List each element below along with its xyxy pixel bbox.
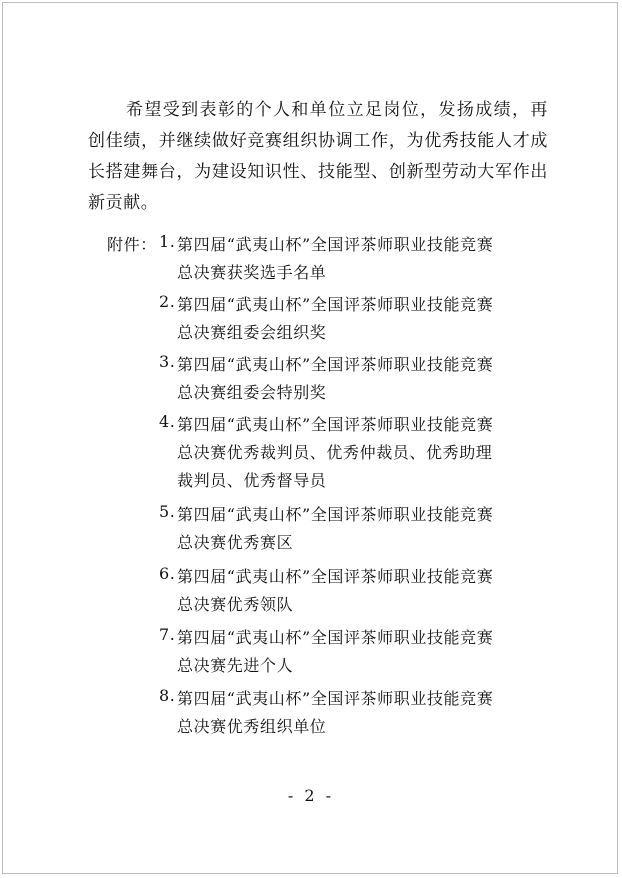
attachment-title-line: 总决赛组委会组织奖 (177, 323, 327, 342)
attachment-title-line: 总决赛优秀赛区 (177, 533, 294, 552)
attachment-title-line: 总决赛优秀组织单位 (177, 717, 327, 736)
attachment-label: 附件： (107, 235, 157, 254)
attachment-number: 3. (159, 352, 176, 371)
page-number: - 2 - (287, 786, 335, 805)
attachment-number: 6. (159, 564, 176, 583)
attachment-number: 4. (159, 412, 176, 431)
attachment-title-line: 第四届“武夷山杯”全国评茶师职业技能竞赛 (177, 505, 494, 524)
attachment-title-line: 第四届“武夷山杯”全国评茶师职业技能竞赛 (177, 567, 494, 586)
attachment-number: 2. (159, 292, 176, 311)
attachment-title-line: 第四届“武夷山杯”全国评茶师职业技能竞赛 (177, 355, 494, 374)
attachment-number: 8. (159, 686, 176, 705)
attachment-title-line: 总决赛优秀裁判员、优秀仲裁员、优秀助理 (177, 443, 493, 462)
attachment-title-line: 第四届“武夷山杯”全国评茶师职业技能竞赛 (177, 295, 494, 314)
attachment-title-line: 第四届“武夷山杯”全国评茶师职业技能竞赛 (177, 689, 494, 708)
attachment-title-line: 总决赛先进个人 (177, 656, 294, 675)
attachment-title-line: 总决赛获奖选手名单 (177, 263, 327, 282)
attachment-title-line: 裁判员、优秀督导员 (177, 471, 327, 490)
attachment-title-line: 第四届“武夷山杯”全国评茶师职业技能竞赛 (177, 235, 494, 254)
body-paragraph: 希望受到表彰的个人和单位立足岗位，发扬成绩，再创佳绩，并继续做好竞赛组织协调工作，为优秀技能人才成长搭建舞台，为建设知识性、技能型、创新型劳动大军作出新贡献。 (88, 100, 548, 213)
attachment-number: 7. (159, 625, 176, 644)
attachment-title-line: 总决赛组委会特别奖 (177, 383, 327, 402)
attachment-title-line: 第四届“武夷山杯”全国评茶师职业技能竞赛 (177, 628, 494, 647)
attachment-title-line: 第四届“武夷山杯”全国评茶师职业技能竞赛 (177, 415, 494, 434)
attachment-title-line: 总决赛优秀领队 (177, 595, 294, 614)
attachment-number: 1. (159, 232, 176, 251)
attachment-number: 5. (159, 502, 176, 521)
